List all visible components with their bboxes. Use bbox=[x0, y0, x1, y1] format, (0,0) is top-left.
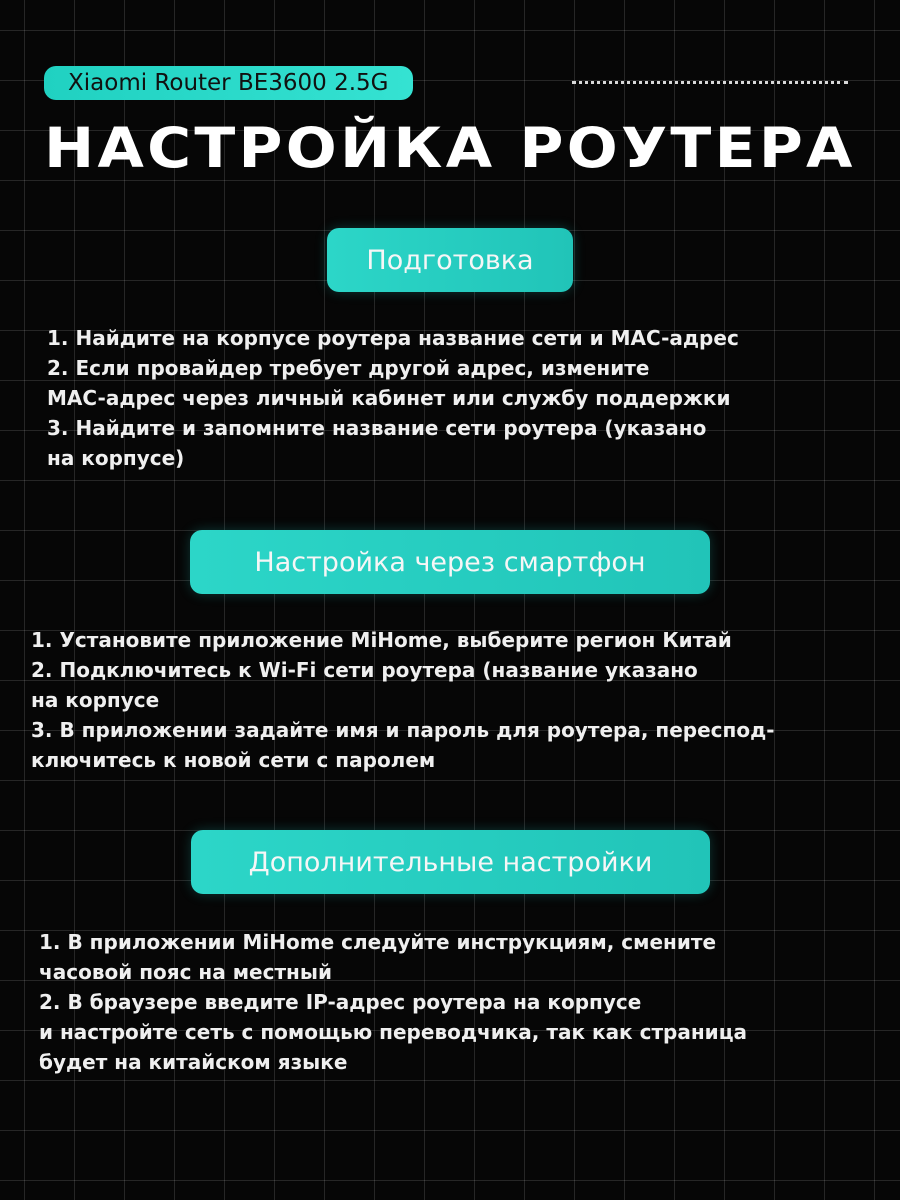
list-item: часовой пояс на местный bbox=[39, 960, 332, 984]
list-item: 2. Подключитесь к Wi-Fi сети роутера (название указано bbox=[31, 658, 698, 682]
list-item: 2. В браузере введите IP-адрес роутера на корпусе bbox=[39, 990, 642, 1014]
list-item: 2. Если провайдер требует другой адрес, измените bbox=[47, 356, 650, 380]
section-heading-additional-settings: Дополнительные настройки bbox=[191, 830, 710, 894]
list-item: будет на китайском языке bbox=[39, 1050, 348, 1074]
list-item: MAC-адрес через личный кабинет или службу поддержки bbox=[47, 386, 731, 410]
section-text-additional-settings bbox=[39, 927, 747, 1077]
model-tag: Xiaomi Router BE3600 2.5G bbox=[44, 66, 413, 100]
list-item: 1. В приложении MiHome следуйте инструкциям, смените bbox=[39, 930, 717, 954]
list-item: 3. Найдите и запомните название сети роутера (указано bbox=[47, 416, 707, 440]
list-item: и настройте сеть с помощью переводчика, так как страница bbox=[39, 1020, 748, 1044]
section-text-smartphone-setup bbox=[31, 625, 775, 775]
list-item: ключитесь к новой сети с паролем bbox=[31, 748, 436, 772]
list-item: 1. Установите приложение MiHome, выберите регион Китай bbox=[31, 628, 732, 652]
list-item: на корпусе bbox=[31, 688, 160, 712]
dotted-divider bbox=[572, 81, 848, 84]
page-title: НАСТРОЙКА РОУТЕРА bbox=[44, 116, 856, 180]
section-heading-smartphone-setup: Настройка через смартфон bbox=[190, 530, 710, 594]
list-item: 3. В приложении задайте имя и пароль для роутера, переcпод- bbox=[31, 718, 775, 742]
section-heading-preparation: Подготовка bbox=[327, 228, 573, 292]
list-item: 1. Найдите на корпусе роутера название сети и MAC-адрес bbox=[47, 326, 739, 350]
section-text-preparation bbox=[47, 323, 739, 473]
list-item: на корпусе) bbox=[47, 446, 185, 470]
